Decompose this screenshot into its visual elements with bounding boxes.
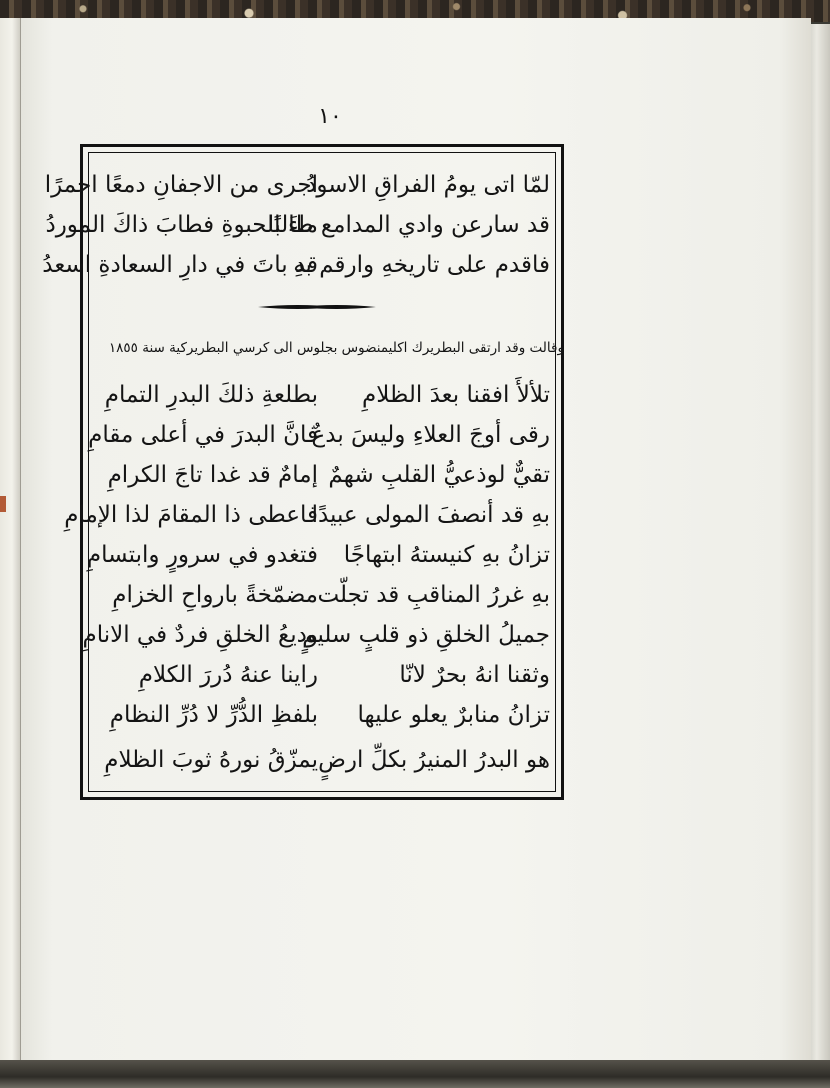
poem2-verse-4-right: بهِ قد أنصفَ المولى عبيدًا	[311, 502, 550, 528]
poem1-verse-3-right: فاقدم على تاريخهِ وارقم بهِ	[293, 252, 550, 278]
poem2-verse-1-left: بطلعةِ ذلكَ البدرِ التمامِ	[104, 382, 318, 408]
poem1-verse-2-right: قد سارعن وادي المدامع طالبًا	[267, 212, 550, 238]
poem2-verse-4-left: فاعطى ذا المقامَ لذا الإمامِ	[64, 502, 318, 528]
poem2-verse-9-left: بلفظِ الدُّرِّ لا دُرِّ النظامِ	[109, 702, 318, 728]
poem2-verse-6-right: بهِ غررُ المناقبِ قد تجلّت	[317, 582, 550, 608]
poem2-verse-8-right: وثقنا انهُ بحرٌ لانّا	[399, 662, 550, 688]
facing-page-edge	[0, 18, 21, 1060]
page-stack-edge	[811, 24, 830, 1064]
poem2-verse-7-left: وديعُ الخلقِ فردٌ في الانامِ	[82, 622, 318, 648]
poem1-verse-3-left: قد باتَ في دارِ السعادةِ اسعدُ	[42, 252, 318, 278]
page-number: ١٠	[318, 104, 342, 129]
poem2-verse-5-right: تزانُ بهِ كنيستهُ ابتهاجًا	[343, 542, 550, 568]
poem1-verse-1-right: لمّا اتى يومُ الفراقِ الاسودُ	[306, 172, 550, 198]
poem2-verse-2-right: رقى أوجَ العلاءِ وليسَ بدعٌ	[311, 422, 550, 448]
page-marker	[0, 496, 6, 512]
poem2-verse-3-left: إمامٌ قد غدا تاجَ الكرامِ	[107, 462, 318, 488]
poem2-verse-2-left: فانَّ البدرَ في أعلى مقامِ	[88, 422, 318, 448]
poem1-verse-2-left: ماءَ الحبوةِ فطابَ ذاكَ الموردُ	[45, 212, 318, 238]
ornamental-divider	[258, 304, 376, 310]
poem2-verse-10-right: هو البدرُ المنيرُ بكلِّ ارضٍ	[318, 747, 550, 773]
poem1-verse-1-left: اجرى من الاجفانِ دمعًا احمرًا	[44, 172, 318, 198]
poem2-verse-1-right: تلألأَ افقنا بعدَ الظلامِ	[362, 382, 550, 408]
poem2-verse-10-left: يمزّقُ نورهُ ثوبَ الظلامِ	[104, 747, 318, 773]
poem2-verse-6-left: مضمّخةً بارواحِ الخزامِ	[112, 582, 318, 608]
poem2-verse-5-left: فتغدو في سرورٍ وابتسامِ	[86, 542, 318, 568]
poem2-heading: وقالت وقد ارتقى البطريرك اكليمنضوس بجلوس الى كرسي البطريركية سنة ١٨٥٥	[108, 340, 564, 356]
poem2-verse-3-right: تقيٌّ لوذعيُّ القلبِ شهمٌ	[328, 462, 550, 488]
poem2-verse-9-right: تزانُ منابرٌ يعلو عليها	[357, 702, 550, 728]
poem2-verse-8-left: راينا عنهُ دُررَ الكلامِ	[138, 662, 318, 688]
poem2-verse-7-right: جميلُ الخلقِ ذو قلبٍ سليمٍ	[302, 622, 550, 648]
book-cover-bottom-edge	[0, 1060, 830, 1088]
